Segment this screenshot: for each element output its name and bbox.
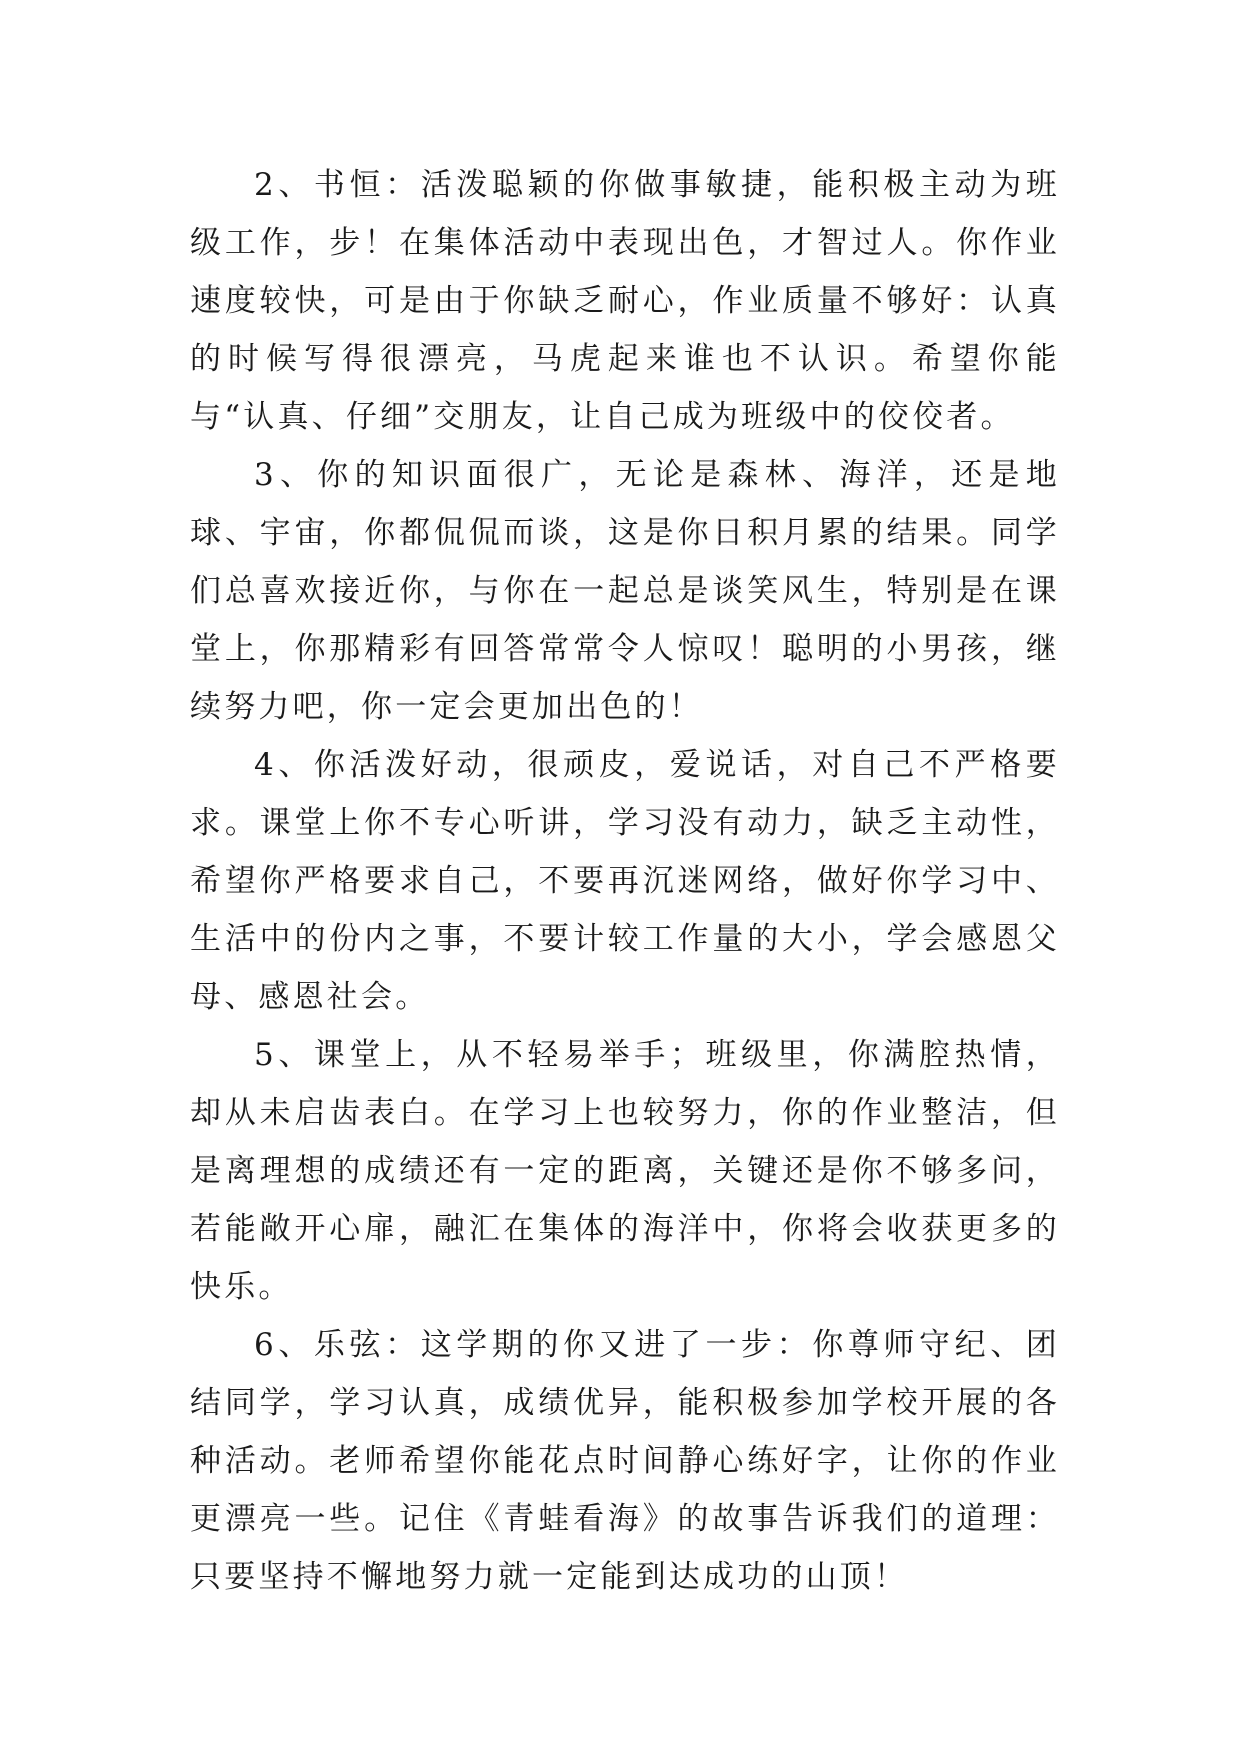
comment-paragraph-4: 4、你活泼好动，很顽皮，爱说话，对自己不严格要求。课堂上你不专心听讲，学习没有动力，缺乏主动性，希望你严格要求自己，不要再沉迷网络，做好你学习中、生活中的份内之事，不要计较工作量的大小，学会感恩父母、感恩社会。 bbox=[190, 747, 1060, 1015]
document-body bbox=[190, 156, 1060, 1606]
comment-paragraph-6: 6、乐弦：这学期的你又进了一步：你尊师守纪、团结同学，学习认真，成绩优异，能积极参加学校开展的各种活动。老师希望你能花点时间静心练好字，让你的作业更漂亮一些。记住《青蛙看海》的故事告诉我们的道理：只要坚持不懈地努力就一定能到达成功的山顶！ bbox=[190, 1327, 1060, 1595]
comment-paragraph-5: 5、课堂上，从不轻易举手；班级里，你满腔热情，却从未启齿表白。在学习上也较努力，你的作业整洁，但是离理想的成绩还有一定的距离，关键还是你不够多问，若能敞开心扉，融汇在集体的海洋中，你将会收获更多的快乐。 bbox=[190, 1037, 1060, 1305]
comment-paragraph-2: 2、书恒：活泼聪颖的你做事敏捷，能积极主动为班级工作，步！在集体活动中表现出色，才智过人。你作业速度较快，可是由于你缺乏耐心，作业质量不够好：认真的时候写得很漂亮，马虎起来谁也不认识。希望你能与“认真、仔细”交朋友，让自己成为班级中的佼佼者。 bbox=[190, 167, 1060, 435]
comment-paragraph-3: 3、你的知识面很广，无论是森林、海洋，还是地球、宇宙，你都侃侃而谈，这是你日积月累的结果。同学们总喜欢接近你，与你在一起总是谈笑风生，特别是在课堂上，你那精彩有回答常常令人惊叹！聪明的小男孩，继续努力吧，你一定会更加出色的！ bbox=[190, 457, 1060, 725]
